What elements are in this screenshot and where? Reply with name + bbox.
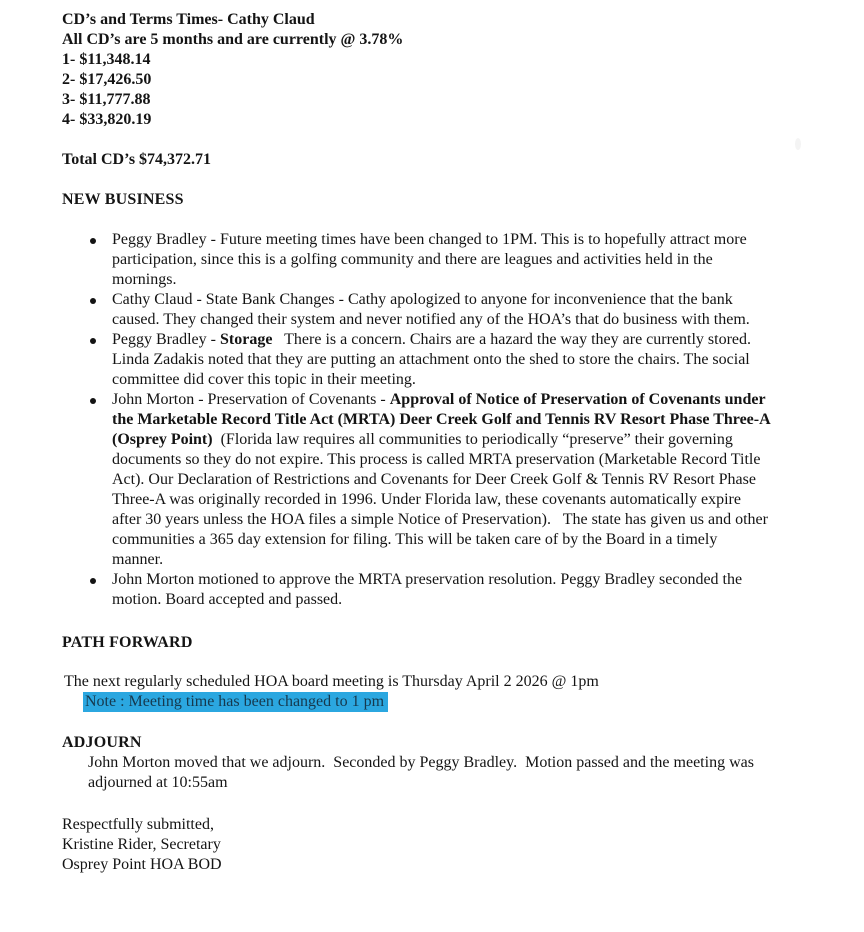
cd-amount-3: 3- $11,777.88 bbox=[62, 91, 151, 108]
adjourn-section bbox=[62, 733, 808, 793]
adjourn-text: John Morton moved that we adjourn. Seconded by Peggy Bradley. Motion passed and the meeting was adjourned at 10:55am bbox=[88, 754, 758, 791]
list-item bbox=[112, 230, 772, 290]
secretary-name: Kristine Rider, Secretary bbox=[62, 836, 221, 853]
bullet-text-bold: Storage bbox=[219, 331, 273, 348]
cd-section-title: CD’s and Terms Times- Cathy Claud bbox=[62, 11, 315, 28]
list-item bbox=[112, 290, 772, 330]
list-item bbox=[112, 390, 772, 570]
cd-amount-2: 2- $17,426.50 bbox=[62, 71, 152, 88]
new-business-heading: NEW BUSINESS bbox=[62, 191, 184, 208]
bullet-text-pre: John Morton - Preservation of Covenants - bbox=[112, 391, 390, 408]
adjourn-heading: ADJOURN bbox=[62, 734, 142, 751]
closing-line: Respectfully submitted, bbox=[62, 816, 214, 833]
new-business-section bbox=[62, 190, 808, 610]
cd-amount-1: 1- $11,348.14 bbox=[62, 51, 151, 68]
path-forward-heading: PATH FORWARD bbox=[62, 634, 193, 651]
highlighted-note: Note : Meeting time has been changed to 1 pm bbox=[83, 692, 388, 712]
organization-name: Osprey Point HOA BOD bbox=[62, 856, 222, 873]
meeting-note-line bbox=[83, 692, 808, 712]
bullet-text-pre: Peggy Bradley - bbox=[112, 331, 220, 348]
list-item bbox=[112, 570, 772, 610]
cd-amount-4: 4- $33,820.19 bbox=[62, 111, 152, 128]
bullet-text: Cathy Claud - State Bank Changes - Cathy apologized to anyone for inconvenience that the bank caused. They changed their system and never notified any of the HOA’s that do business with them. bbox=[112, 291, 750, 328]
bullet-text: Peggy Bradley - Future meeting times have been changed to 1PM. This is to hopefully attract more participation, since this is a golfing community and there are leagues and activities held in the mornings. bbox=[112, 231, 751, 288]
bullet-text-post: There is a concern. Chairs are a hazard the way they are currently stored. Linda Zadakis noted that they are putting an attachment onto the shed to store the chairs. The social committee did cover this topic in their meeting. bbox=[112, 331, 764, 388]
path-forward-section bbox=[62, 633, 808, 712]
cd-total-line: Total CD’s $74,372.71 bbox=[62, 151, 212, 168]
cd-rate-line: All CD’s are 5 months and are currently @ 3.78% bbox=[62, 31, 404, 48]
bullet-text: John Morton motioned to approve the MRTA preservation resolution. Peggy Bradley seconded the motion. Board accepted and passed. bbox=[112, 571, 747, 608]
list-item bbox=[112, 330, 772, 390]
next-meeting-line: The next regularly scheduled HOA board meeting is Thursday April 2 2026 @ 1pm bbox=[64, 673, 599, 690]
signature-block bbox=[62, 815, 808, 875]
scan-smudge bbox=[795, 138, 801, 150]
bullet-text-post: (Florida law requires all communities to periodically “preserve” their governing documents so they do not expire. This process is called MRTA preservation (Marketable Record Title Act). Our Declaration of Restrictions and Covenants for Deer Creek Golf & Tennis RV Resort Phase Three-A was originally recorded in 1996. Under Florida law, these covenants automatically expire after 30 years unless the HOA files a simple Notice of Preservation). The state has given us and other communities a 365 day extension for filing. This will be taken care of by the Board in a timely manner. bbox=[112, 431, 772, 568]
bullet-text-bold: Approval of Notice of Preservation of Covenants under the Marketable Record Title Act (MRTA) Deer Creek Golf and Tennis RV Resort Phase Three-A (Osprey Point) bbox=[112, 391, 774, 448]
new-business-list bbox=[62, 230, 808, 610]
cd-summary-section bbox=[62, 10, 808, 170]
